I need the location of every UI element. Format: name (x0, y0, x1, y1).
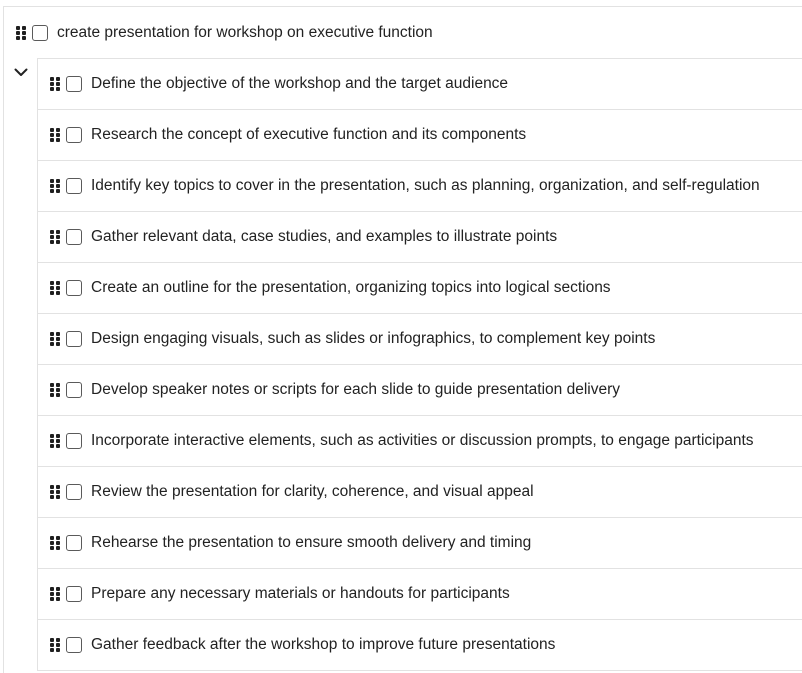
subtask-checkbox[interactable] (66, 535, 82, 551)
subtask-title: Identify key topics to cover in the presentation, such as planning, organization, and self-regulation (91, 177, 760, 194)
subtask-checkbox[interactable] (66, 484, 82, 500)
subtask-checkbox[interactable] (66, 433, 82, 449)
subtask-checkbox[interactable] (66, 637, 82, 653)
drag-handle-icon[interactable] (50, 281, 60, 295)
subtask-checkbox[interactable] (66, 127, 82, 143)
subtask-row (38, 365, 802, 416)
subtask-row (38, 110, 802, 161)
subtask-title: Gather relevant data, case studies, and examples to illustrate points (91, 228, 558, 245)
parent-task-row (4, 7, 802, 58)
task-list (3, 6, 802, 673)
subtask-title: Prepare any necessary materials or handouts for participants (91, 585, 510, 602)
drag-handle-icon[interactable] (50, 485, 60, 499)
subtask-list (37, 58, 802, 671)
subtask-row (38, 212, 802, 263)
subtask-row (38, 263, 802, 314)
subtask-title: Design engaging visuals, such as slides or infographics, to complement key points (91, 330, 656, 347)
drag-handle-icon[interactable] (50, 128, 60, 142)
drag-handle-icon[interactable] (50, 434, 60, 448)
subtask-row (38, 518, 802, 569)
subtask-row (38, 314, 802, 365)
subtask-row (38, 416, 802, 467)
subtask-title: Rehearse the presentation to ensure smooth delivery and timing (91, 534, 532, 551)
drag-handle-icon[interactable] (50, 77, 60, 91)
subtask-checkbox[interactable] (66, 586, 82, 602)
subtask-title: Gather feedback after the workshop to improve future presentations (91, 636, 556, 653)
subtask-title: Develop speaker notes or scripts for each slide to guide presentation delivery (91, 381, 621, 398)
drag-handle-icon[interactable] (50, 383, 60, 397)
subtask-row (38, 569, 802, 620)
subtask-title: Define the objective of the workshop and the target audience (91, 75, 509, 92)
subtask-title: Research the concept of executive function and its components (91, 126, 527, 143)
drag-handle-icon[interactable] (50, 230, 60, 244)
subtask-row (38, 467, 802, 518)
subtask-checkbox[interactable] (66, 331, 82, 347)
drag-handle-icon[interactable] (50, 638, 60, 652)
subtask-row (38, 59, 802, 110)
drag-handle-icon[interactable] (50, 536, 60, 550)
subtask-title: Create an outline for the presentation, organizing topics into logical sections (91, 279, 611, 296)
subtask-title: Review the presentation for clarity, coherence, and visual appeal (91, 483, 534, 500)
drag-handle-icon[interactable] (50, 587, 60, 601)
subtask-checkbox[interactable] (66, 280, 82, 296)
parent-task-checkbox[interactable] (32, 25, 48, 41)
drag-handle-icon[interactable] (50, 332, 60, 346)
subtask-row (38, 161, 802, 212)
subtask-checkbox[interactable] (66, 382, 82, 398)
drag-handle-icon[interactable] (16, 26, 26, 40)
subtask-row (38, 620, 802, 671)
subtask-checkbox[interactable] (66, 76, 82, 92)
subtask-title: Incorporate interactive elements, such as activities or discussion prompts, to engage participants (91, 432, 754, 449)
subtask-checkbox[interactable] (66, 229, 82, 245)
drag-handle-icon[interactable] (50, 179, 60, 193)
subtask-checkbox[interactable] (66, 178, 82, 194)
chevron-down-icon[interactable] (12, 63, 30, 81)
parent-task-title: create presentation for workshop on executive function (57, 23, 433, 41)
